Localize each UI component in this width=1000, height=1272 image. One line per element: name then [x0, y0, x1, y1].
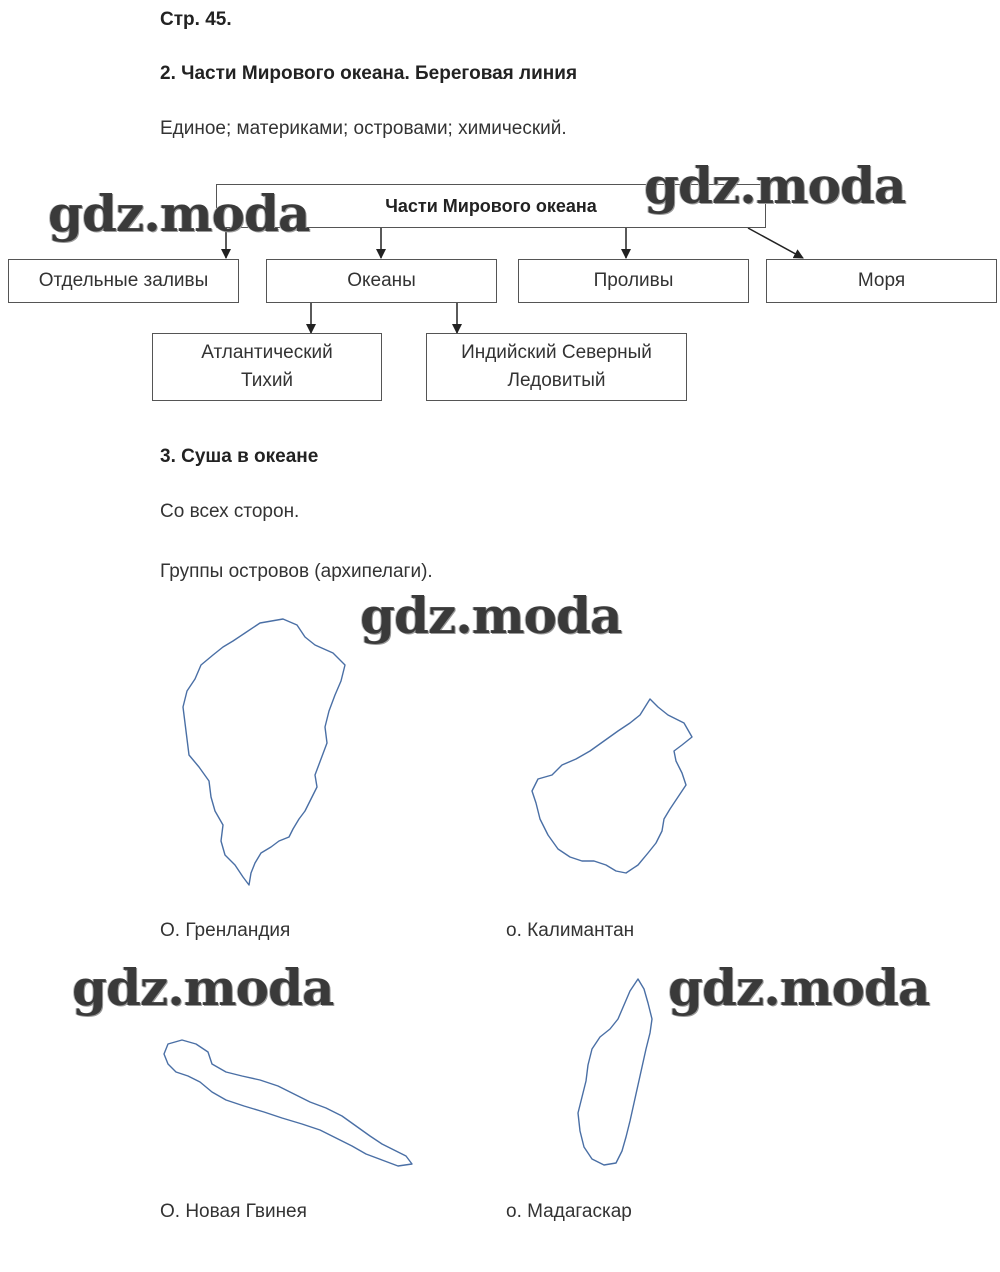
diagram-box-oceans — [266, 259, 497, 303]
watermark: gdz.moda — [48, 184, 310, 243]
oceans-label: Океаны — [347, 270, 416, 291]
watermark: gdz.moda — [668, 958, 930, 1017]
caption-madagascar: о. Мадагаскар — [506, 1201, 632, 1222]
new-guinea-outline — [160, 1036, 418, 1171]
section3-title: 3. Суша в океане — [160, 446, 319, 467]
watermark: gdz.moda — [644, 156, 906, 215]
ocean-pacific: Тихий — [240, 370, 294, 391]
seas-label: Моря — [857, 270, 906, 291]
section2-title: 2. Части Мирового океана. Береговая линия — [160, 63, 578, 84]
watermark: gdz.moda — [360, 586, 622, 645]
diagram-box-oceans-right — [426, 333, 687, 401]
caption-greenland: О. Гренландия — [160, 920, 291, 941]
arrow-to-seas — [748, 228, 803, 258]
ocean-arctic: Ледовитый — [507, 370, 606, 391]
diagram-box-bays — [8, 259, 239, 303]
ocean-indian-arctic: Индийский Северный — [461, 342, 652, 363]
bays-label: Отдельные заливы — [38, 270, 209, 291]
madagascar-outline — [572, 975, 662, 1170]
diagram-box-oceans-left — [152, 333, 382, 401]
greenland-outline — [165, 615, 355, 890]
section3-answer-1: Со всех сторон. — [160, 501, 300, 522]
diagram-root-label: Части Мирового океана — [385, 196, 597, 216]
diagram-box-seas — [766, 259, 997, 303]
section3-answer-2: Группы островов (архипелаги). — [160, 561, 433, 582]
page-label: Стр. 45. — [160, 9, 232, 30]
caption-new-guinea: О. Новая Гвинея — [160, 1201, 307, 1222]
section2-answer: Единое; материками; островами; химический. — [160, 118, 567, 139]
diagram-box-straits — [518, 259, 749, 303]
straits-label: Проливы — [593, 270, 674, 291]
kalimantan-outline — [522, 695, 697, 880]
caption-kalimantan: о. Калимантан — [506, 920, 635, 941]
ocean-atlantic: Атлантический — [201, 342, 333, 363]
watermark: gdz.moda — [72, 958, 334, 1017]
